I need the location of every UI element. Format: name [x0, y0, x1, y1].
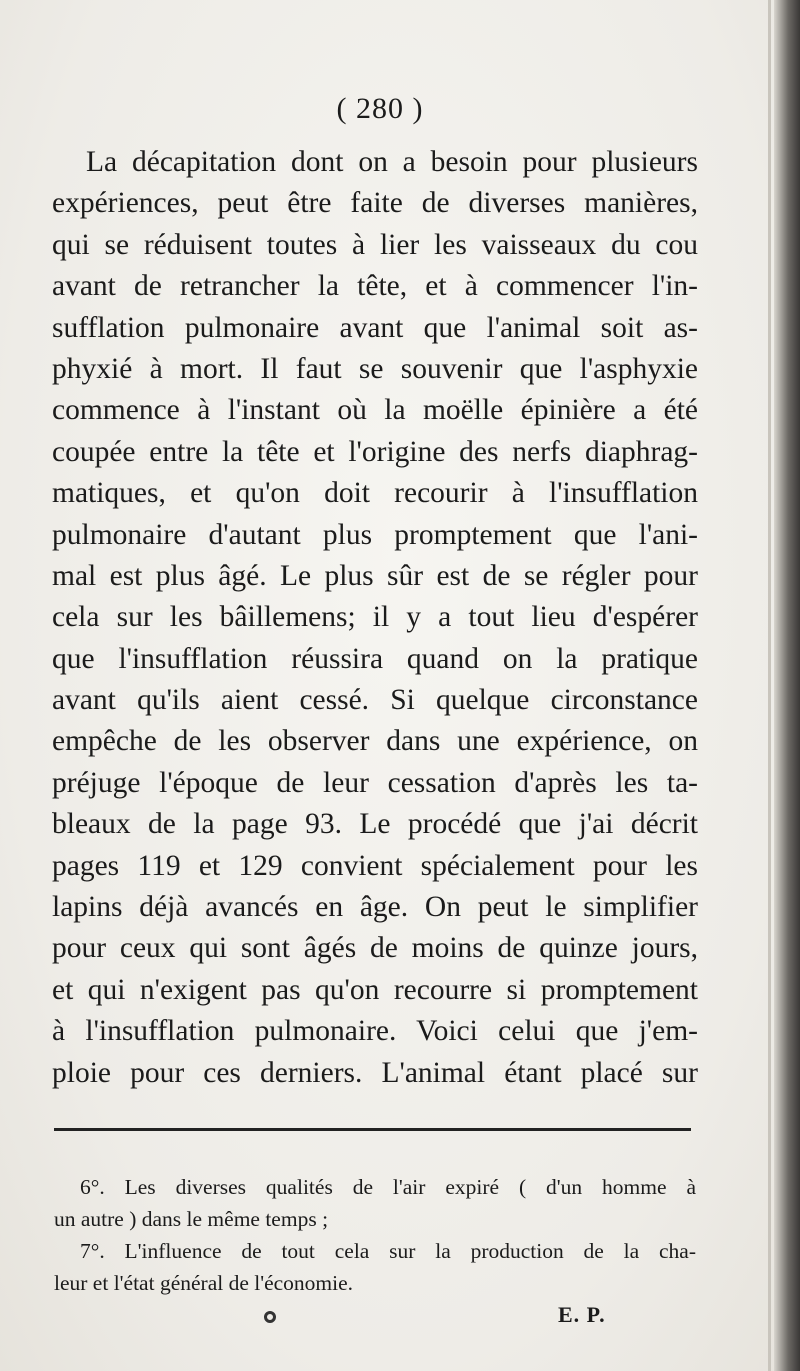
page-edge-line: [768, 0, 771, 1371]
text-line: avant qu'ils aient cessé. Si quelque circonstance: [52, 684, 698, 717]
footnote-divider: [54, 1128, 691, 1131]
text-line: ploie pour ces derniers. L'animal étant placé sur: [52, 1056, 698, 1089]
main-text: [52, 142, 698, 1094]
book-gutter-shadow: [774, 0, 800, 1371]
text-line: que l'insufflation réussira quand on la pratique: [52, 642, 698, 675]
text-line: cela sur les bâillemens; il y a tout lieu d'espérer: [52, 601, 698, 634]
text-line: La décapitation dont on a besoin pour plusieurs: [86, 146, 698, 178]
text-line: qui se réduisent toutes à lier les vaisseaux du cou: [52, 228, 698, 261]
ink-spot-icon: [264, 1311, 276, 1323]
text-line: matiques, et qu'on doit recourir à l'insufflation: [52, 477, 698, 510]
footnote-line: 7°. L'influence de tout cela sur la production de la cha-: [80, 1239, 696, 1263]
footnotes: [54, 1171, 696, 1299]
text-line: à l'insufflation pulmonaire. Voici celui que j'em-: [52, 1015, 698, 1048]
page-number: ( 280 ): [336, 92, 424, 125]
text-line: avant de retrancher la tête, et à commencer l'in-: [52, 270, 698, 303]
text-line: commence à l'instant où la moëlle épinière a été: [52, 394, 698, 427]
footnote-line: 6°. Les diverses qualités de l'air expiré ( d'un homme à: [80, 1175, 696, 1199]
text-line: expériences, peut être faite de diverses manières,: [52, 187, 698, 220]
footnote-line: leur et l'état général de l'économie.: [54, 1271, 354, 1295]
text-line: pulmonaire d'autant plus promptement que l'ani-: [52, 518, 698, 551]
signature: E. P.: [558, 1302, 606, 1327]
text-line: pour ceux qui sont âgés de moins de quinze jours,: [52, 932, 698, 965]
footnote-line: un autre ) dans le même temps ;: [54, 1207, 329, 1231]
text-line: sufflation pulmonaire avant que l'animal soit as-: [52, 311, 698, 344]
text-line: phyxié à mort. Il faut se souvenir que l'asphyxie: [52, 352, 698, 385]
text-line: mal est plus âgé. Le plus sûr est de se régler pour: [52, 559, 698, 592]
text-line: empêche de les observer dans une expérience, on: [52, 725, 698, 758]
text-line: lapins déjà avancés en âge. On peut le simplifier: [52, 891, 698, 924]
text-line: et qui n'exigent pas qu'on recourre si promptement: [52, 973, 698, 1006]
text-line: préjuge l'époque de leur cessation d'après les ta-: [52, 766, 698, 799]
text-line: coupée entre la tête et l'origine des nerfs diaphrag-: [52, 435, 698, 468]
text-line: bleaux de la page 93. Le procédé que j'ai décrit: [52, 808, 698, 841]
text-line: pages 119 et 129 convient spécialement pour les: [52, 849, 698, 882]
